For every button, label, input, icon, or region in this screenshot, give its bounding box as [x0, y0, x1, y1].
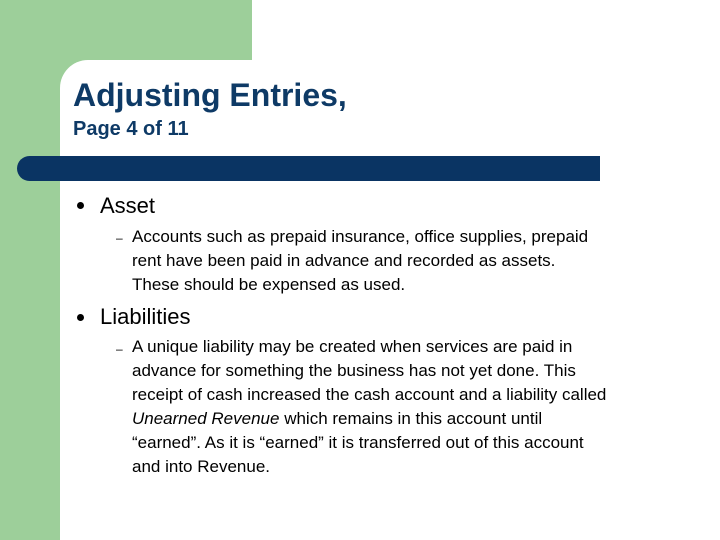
text-line: “earned”. As it is “earned” it is transferred out of this account — [132, 433, 584, 452]
slide-title: Adjusting Entries, — [73, 77, 347, 113]
text-line: receipt of cash increased the cash account and a liability called — [132, 385, 607, 404]
text-line: These should be expensed as used. — [132, 275, 406, 294]
heading-liabilities: Liabilities — [100, 304, 191, 329]
text-line — [132, 407, 707, 431]
bullet-icon — [77, 314, 84, 321]
text-line: Accounts such as prepaid insurance, office supplies, prepaid — [132, 227, 589, 246]
text-fragment: which remains in this account until — [284, 409, 543, 428]
text-line: rent have been paid in advance and recorded as assets. — [132, 251, 556, 270]
dash-marker: – — [116, 342, 123, 356]
text-line: A unique liability may be created when services are paid in — [132, 337, 573, 356]
dash-marker: – — [116, 231, 123, 245]
heading-asset: Asset — [100, 193, 156, 218]
asset-description — [132, 225, 707, 297]
liabilities-description — [132, 335, 707, 479]
title-rule-bar — [17, 156, 600, 181]
bullet-icon — [77, 202, 84, 209]
text-line: advance for something the business has not yet done. This — [132, 361, 576, 380]
text-line: and into Revenue. — [132, 457, 270, 476]
slide-subtitle: Page 4 of 11 — [73, 118, 189, 140]
emphasis-term: Unearned Revenue — [132, 409, 280, 428]
